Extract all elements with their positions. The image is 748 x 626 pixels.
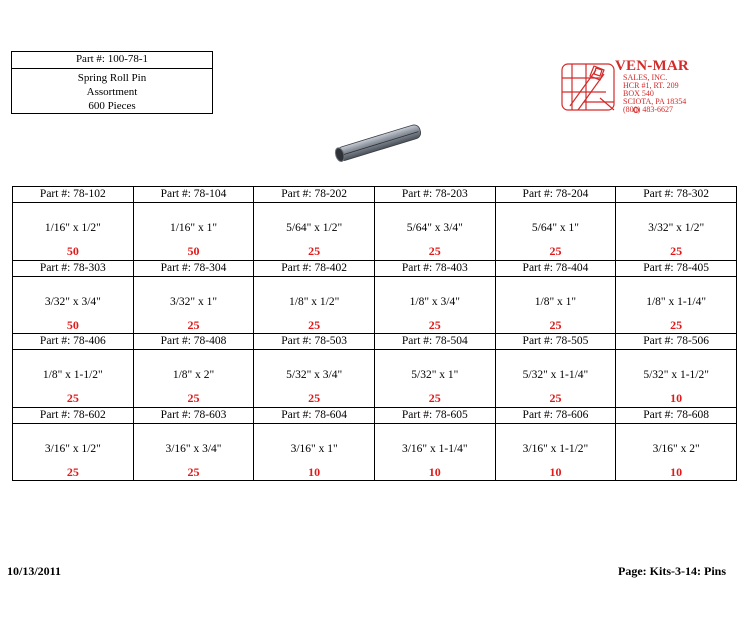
part-cell — [13, 260, 134, 334]
part-number: Part #: 78-504 — [375, 334, 495, 350]
part-quantity: 25 — [66, 464, 79, 479]
part-cell — [254, 407, 375, 481]
part-number: Part #: 78-406 — [13, 334, 133, 350]
part-size: 1/16" x 1" — [169, 222, 218, 234]
kit-description — [12, 69, 212, 113]
part-size: 3/16" x 1-1/2" — [522, 442, 589, 455]
part-size: 1/8" x 1-1/4" — [646, 295, 707, 308]
part-quantity: 25 — [187, 317, 200, 332]
part-size: 3/32" x 1" — [169, 295, 218, 308]
part-number: Part #: 78-102 — [13, 187, 133, 203]
part-quantity: 25 — [670, 244, 683, 258]
footer-date: 10/13/2011 — [7, 564, 62, 578]
part-size: 3/16" x 2" — [652, 442, 700, 455]
part-number: Part #: 78-408 — [134, 334, 254, 350]
part-cell — [495, 260, 616, 334]
kit-header-box — [11, 51, 213, 114]
parts-row — [13, 260, 737, 334]
part-quantity: 10 — [670, 464, 683, 479]
part-cell — [13, 407, 134, 481]
part-number: Part #: 78-104 — [134, 187, 254, 203]
part-number: Part #: 78-303 — [13, 261, 133, 277]
kit-part-number: Part #: 100-78-1 — [12, 52, 212, 69]
part-quantity: 10 — [670, 391, 683, 405]
part-cell — [133, 407, 254, 481]
part-size: 3/16" x 1" — [290, 442, 338, 455]
company-address-line: SCIOTA, PA 18354 — [623, 97, 687, 106]
part-quantity: 25 — [428, 244, 441, 258]
part-quantity: 25 — [308, 317, 321, 332]
part-size: 1/8" x 1-1/2" — [42, 369, 103, 381]
part-cell — [13, 334, 134, 408]
footer-page-label: Page: Kits-3-14: Pins — [618, 564, 726, 578]
part-cell — [495, 187, 616, 261]
part-cell — [374, 260, 495, 334]
kit-description-line: Assortment — [86, 86, 138, 98]
part-size: 3/32" x 3/4" — [44, 295, 101, 308]
part-number: Part #: 78-606 — [496, 408, 616, 424]
part-number: Part #: 78-202 — [254, 187, 374, 203]
part-number: Part #: 78-204 — [496, 187, 616, 203]
part-number: Part #: 78-503 — [254, 334, 374, 350]
part-size: 5/32" x 3/4" — [286, 369, 343, 381]
part-quantity: 25 — [549, 317, 562, 332]
company-phone: (800) 483-6627 — [623, 105, 673, 114]
part-number: Part #: 78-304 — [134, 261, 254, 277]
company-logo-text — [615, 58, 689, 114]
part-size: 5/32" x 1-1/2" — [643, 369, 709, 381]
parts-row — [13, 407, 737, 481]
part-cell — [616, 407, 737, 481]
part-quantity: 10 — [308, 464, 321, 479]
spring-pin-image — [328, 120, 428, 166]
part-number: Part #: 78-203 — [375, 187, 495, 203]
part-size: 1/8" x 1" — [534, 295, 577, 308]
parts-table — [12, 186, 737, 481]
part-quantity: 25 — [308, 244, 321, 258]
part-quantity: 25 — [66, 391, 79, 405]
part-number: Part #: 78-506 — [616, 334, 736, 350]
part-quantity: 50 — [66, 317, 79, 332]
part-quantity: 25 — [428, 317, 441, 332]
part-size: 3/16" x 1/2" — [44, 442, 101, 455]
part-number: Part #: 78-402 — [254, 261, 374, 277]
part-number: Part #: 78-505 — [496, 334, 616, 350]
part-size: 3/16" x 1-1/4" — [401, 442, 468, 455]
part-quantity: 25 — [428, 391, 441, 405]
part-cell — [495, 407, 616, 481]
part-cell — [254, 334, 375, 408]
kit-description-line: Spring Roll Pin — [77, 72, 147, 84]
part-size: 1/8" x 1/2" — [289, 295, 340, 308]
part-size: 5/64" x 1/2" — [286, 222, 343, 234]
part-cell — [616, 187, 737, 261]
part-number: Part #: 78-602 — [13, 408, 133, 424]
part-size: 5/32" x 1-1/4" — [522, 369, 589, 381]
part-quantity: 25 — [549, 244, 562, 258]
part-number: Part #: 78-604 — [254, 408, 374, 424]
part-quantity: 25 — [187, 391, 200, 405]
parts-row — [13, 187, 737, 261]
part-cell — [254, 187, 375, 261]
part-number: Part #: 78-603 — [134, 408, 254, 424]
part-quantity: 10 — [549, 464, 562, 479]
part-quantity: 25 — [308, 391, 321, 405]
part-size: 5/64" x 1" — [531, 222, 579, 234]
company-address-line: HCR #1, RT. 209 — [623, 81, 679, 90]
part-quantity: 25 — [670, 317, 683, 332]
part-number: Part #: 78-403 — [375, 261, 495, 277]
company-name: VEN-MAR — [615, 58, 689, 74]
part-size: 1/16" x 1/2" — [44, 222, 101, 234]
part-number: Part #: 78-608 — [616, 408, 736, 424]
company-address-line: BOX 540 — [623, 89, 654, 98]
part-size: 3/16" x 3/4" — [165, 442, 222, 455]
part-cell — [616, 334, 737, 408]
part-cell — [495, 334, 616, 408]
part-cell — [374, 407, 495, 481]
part-quantity: 50 — [187, 244, 200, 258]
part-cell — [13, 187, 134, 261]
part-quantity: 25 — [187, 464, 200, 479]
part-number: Part #: 78-605 — [375, 408, 495, 424]
part-size: 5/32" x 1" — [411, 369, 459, 381]
part-quantity: 10 — [428, 464, 441, 479]
part-number: Part #: 78-302 — [616, 187, 736, 203]
company-address-line: SALES, INC. — [623, 73, 668, 82]
part-size: 1/8" x 2" — [172, 369, 215, 381]
parts-row — [13, 334, 737, 408]
part-cell — [374, 187, 495, 261]
part-size: 3/32" x 1/2" — [648, 222, 705, 234]
part-quantity: 25 — [549, 391, 562, 405]
part-cell — [374, 334, 495, 408]
part-quantity: 50 — [66, 244, 79, 258]
part-size: 1/8" x 3/4" — [409, 295, 460, 308]
part-number: Part #: 78-405 — [616, 261, 736, 277]
part-cell — [254, 260, 375, 334]
part-cell — [133, 260, 254, 334]
part-number: Part #: 78-404 — [496, 261, 616, 277]
part-cell — [616, 260, 737, 334]
part-cell — [133, 334, 254, 408]
part-size: 5/64" x 3/4" — [406, 222, 463, 234]
part-cell — [133, 187, 254, 261]
kit-description-line: 600 Pieces — [88, 100, 136, 112]
